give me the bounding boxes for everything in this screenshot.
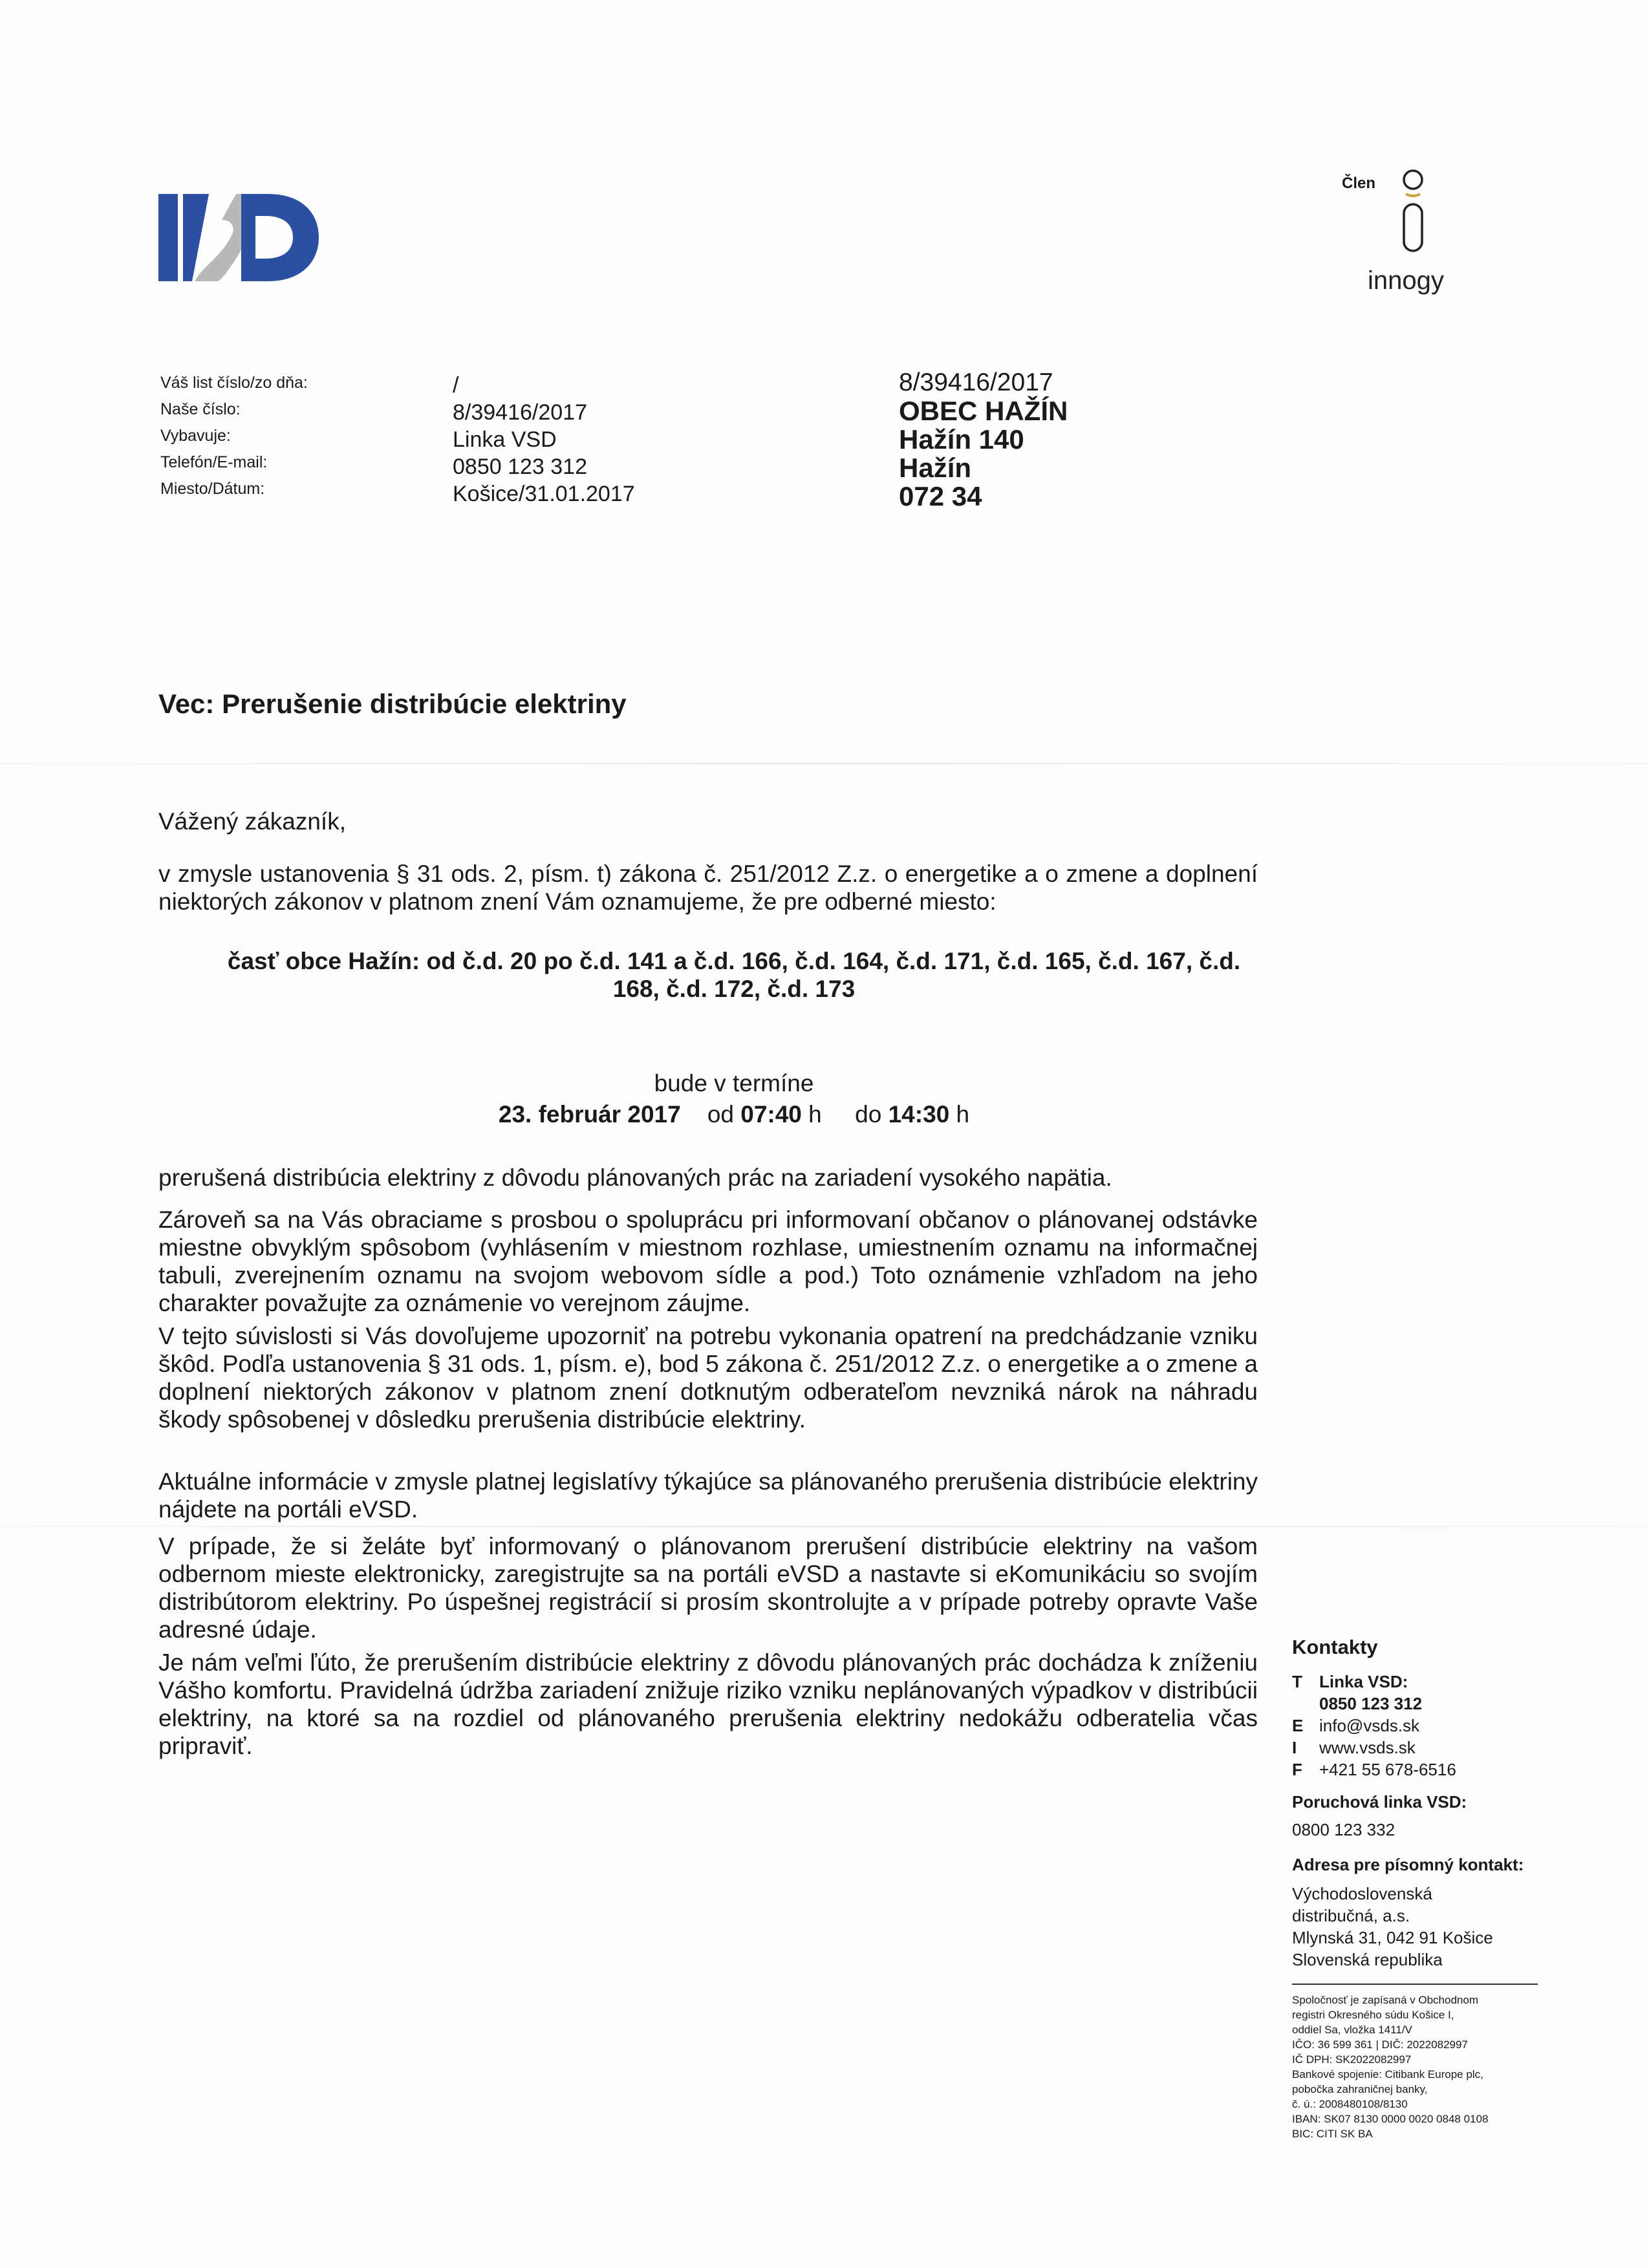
vsd-logo: [158, 194, 320, 281]
address-label: Adresa pre písomný kontakt:: [1292, 1855, 1524, 1874]
address-line: Slovenská republika: [1292, 1950, 1443, 1969]
contact-key: F: [1292, 1760, 1302, 1779]
legal-line: IČ DPH: SK2022082997: [1292, 2053, 1412, 2066]
contact-phone: [1292, 1671, 1564, 1693]
contacts-sidebar: [1292, 1636, 1564, 2141]
partner-name: innogy: [1368, 266, 1444, 295]
body-paragraph: V prípade, že si želáte byť informovaný o plánovanom prerušení distribúcie elektriny na vašom odbernom mieste elektronicky, zaregistrujte sa na portáli eVSD a nastavte si eKomunikáciu so svojím distribútorom elektriny. Po úspešnej registrácií si prosím skontrolujte a v prípade potreby opravte Vaše adresné údaje.: [158, 1533, 1258, 1643]
legal-line: pobočka zahraničnej banky,: [1292, 2083, 1428, 2095]
body-paragraph: Aktuálne informácie v zmysle platnej legislatívy týkajúce sa plánovaného prerušenia distribúcie elektriny nájdete na portáli eVSD.: [158, 1468, 1258, 1523]
paper-fold: [0, 763, 1649, 764]
contact-phone-row: [1292, 1693, 1564, 1715]
fault-line-value[interactable]: 0800 123 332: [1292, 1820, 1396, 1839]
body-paragraph: Zároveň sa na Vás obraciame s prosbou o spoluprácu pri informovaní občanov o plánovanej odstávke miestne obvyklým spôsobom (vyhlásením v miestnom rozhlase, umiestnením oznamu na informačnej tabuli, zverejnením oznamu na svojom webovom sídle a pod.) Toto oznámenie vzhľadom na jeho charakter považujte za oznámenie vo verejnom záujme.: [158, 1206, 1258, 1316]
paper-fold: [0, 1526, 1649, 1527]
recipient-ref: 8/39416/2017: [899, 369, 1053, 396]
term-unit: h: [808, 1101, 822, 1128]
ref-value: Linka VSD: [453, 427, 557, 452]
contact-fax: [1292, 1759, 1564, 1781]
reference-labels: [160, 370, 308, 502]
recipient-address: [899, 369, 1068, 511]
ref-label: Naše číslo:: [160, 400, 241, 418]
ref-label: Telefón/E-mail:: [160, 453, 268, 471]
subject-line: Vec: Prerušenie distribúcie elektriny: [158, 689, 627, 719]
term-intro: bude v termíne: [654, 1070, 814, 1097]
fault-line-label: Poruchová linka VSD:: [1292, 1792, 1467, 1812]
term-from: 07:40: [740, 1101, 802, 1128]
body-paragraph: V tejto súvislosti si Vás dovoľujeme upozorniť na potrebu vykonania opatrení na predchádzanie vzniku škôd. Podľa ustanovenia § 31 ods. 1, písm. e), bod 5 zákona č. 251/2012 Z.z. o energetike a o zmene a doplnení niektorých zákonov v platnom znení dotknutým odberateľom nevzniká nárok na náhradu škody spôsobenej v dôsledku prerušenia distribúcie elektriny.: [158, 1323, 1258, 1433]
ref-value: /: [453, 373, 459, 398]
term-from-label: od: [707, 1101, 734, 1128]
affected-line: časť obce Hažín: od č.d. 20 po č.d. 141 a č.d. 166, č.d. 164, č.d. 171, č.d. 165, č.d. 167, č.d.: [227, 948, 1241, 974]
ref-value: 0850 123 312: [453, 455, 587, 479]
recipient-city: Hažín: [899, 453, 972, 483]
address-line: distribučná, a.s.: [1292, 1906, 1410, 1925]
affected-area: [158, 947, 1310, 1003]
legal-line: Spoločnosť je zapísaná v Obchodnom: [1292, 1994, 1478, 2006]
contact-email-value[interactable]: info@vsds.sk: [1319, 1716, 1419, 1735]
body-paragraph: Je nám veľmi ľúto, že prerušením distribúcie elektriny z dôvodu plánovaných prác dochádza k zníženiu Vášho komfortu. Pravidelná údržba zariadení znižuje riziko vzniku neplánovaných výpadkov v distribúcii elektriny, na ktoré sa na rozdiel od plánovaného prerušenia elektriny nedokážu odberatelia včas pripraviť.: [158, 1649, 1258, 1759]
legal-line: IČO: 36 599 361 | DIČ: 2022082997: [1292, 2038, 1468, 2051]
ref-label: Vybavuje:: [160, 427, 231, 445]
member-label: Člen: [1342, 175, 1376, 192]
term-to: 14:30: [888, 1101, 950, 1128]
address-line: Východoslovenská: [1292, 1884, 1432, 1903]
ref-value: 8/39416/2017: [453, 400, 587, 425]
term-to-label: do: [855, 1101, 882, 1128]
legal-line: BIC: CITI SK BA: [1292, 2128, 1373, 2140]
ref-label: Miesto/Dátum:: [160, 480, 265, 498]
term-date: 23. február 2017: [498, 1101, 681, 1128]
greeting: Vážený zákazník,: [158, 808, 346, 835]
contact-web: [1292, 1737, 1564, 1759]
contact-key: I: [1292, 1738, 1297, 1757]
outage-term: [158, 1101, 1310, 1128]
legal-line: IBAN: SK07 8130 0000 0020 0848 0108: [1292, 2113, 1489, 2125]
reference-values: [453, 372, 635, 508]
recipient-street: Hažín 140: [899, 424, 1024, 455]
contact-key: E: [1292, 1716, 1304, 1735]
affected-line: 168, č.d. 172, č.d. 173: [612, 976, 856, 1002]
recipient-zip: 072 34: [899, 481, 982, 511]
recipient-name: OBEC HAŽÍN: [899, 396, 1068, 426]
contacts-heading: Kontakty: [1292, 1636, 1378, 1658]
address-line: Mlynská 31, 042 91 Košice: [1292, 1928, 1493, 1947]
contact-fax-value: +421 55 678-6516: [1319, 1760, 1456, 1779]
body-paragraph: prerušená distribúcia elektriny z dôvodu plánovaných prác na zariadení vysokého napätia.: [158, 1164, 1112, 1191]
legal-intro: v zmysle ustanovenia § 31 ods. 2, písm. t) zákona č. 251/2012 Z.z. o energetike a o zmene a doplnení niektorých zákonov v platnom znení Vám oznamujeme, že pre odberné miesto:: [158, 861, 1258, 915]
contact-web-value[interactable]: www.vsds.sk: [1319, 1738, 1416, 1757]
innogy-icon: [1400, 169, 1426, 253]
term-unit: h: [956, 1101, 970, 1128]
contact-phone-label: Linka VSD:: [1319, 1672, 1408, 1691]
contact-email: [1292, 1715, 1564, 1737]
legal-line: registri Okresného súdu Košice I,: [1292, 2009, 1454, 2021]
ref-label: Váš list číslo/zo dňa:: [160, 374, 308, 392]
contact-phone-value[interactable]: 0850 123 312: [1319, 1694, 1423, 1713]
contact-key: T: [1292, 1672, 1302, 1691]
divider: [1292, 1984, 1538, 1985]
ref-value: Košice/31.01.2017: [453, 482, 635, 506]
legal-line: č. ú.: 2008480108/8130: [1292, 2098, 1408, 2110]
legal-line: oddiel Sa, vložka 1411/V: [1292, 2024, 1412, 2036]
legal-line: Bankové spojenie: Citibank Europe plc,: [1292, 2068, 1483, 2081]
